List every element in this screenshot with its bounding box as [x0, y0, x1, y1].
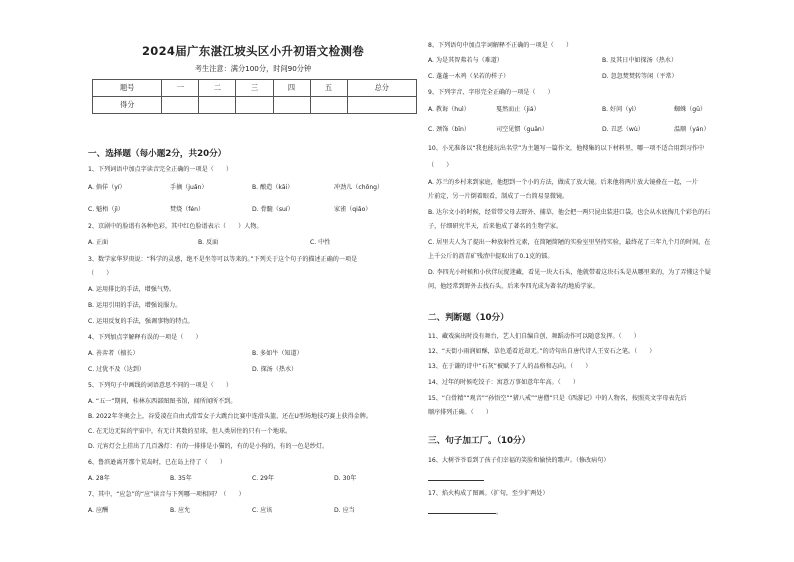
option-text: 问，他经常到野外去找石头，后来李四光成为著名的地质学家。: [428, 283, 599, 290]
question-9: 9、下列字音、字形完全正确的一项是（ ）: [428, 89, 554, 96]
score-cell: 得分: [93, 97, 162, 114]
option[interactable]: B. 多如牛（知道）: [252, 350, 303, 357]
option[interactable]: B. 应允: [170, 507, 191, 514]
question-17: 17、焰火构成了图画。（扩句，至少扩两处）: [428, 490, 549, 497]
option-text[interactable]: D. 李四光小时候和小伙伴玩捉迷藏，看见一块大石头，他就带着这块石头是从哪里来的，为了弄懂这个疑: [428, 269, 711, 276]
option: 焚烧（fén）: [170, 206, 205, 213]
score-cell: 三: [236, 80, 273, 97]
question-13: 13、在于谦的诗中“石灰”被赋予了人的品格和志向。（ ）: [428, 363, 592, 370]
answer-blank[interactable]: 。: [428, 507, 502, 516]
question-12: 12、“天街小雨润如酥，草色遥看近却无。”的诗句出自唐代诗人王安石之笔。（ ）: [428, 348, 656, 355]
option[interactable]: C. 魁梧（jì）: [88, 206, 124, 213]
score-entry-cell[interactable]: [236, 97, 273, 114]
option[interactable]: C. 颈饰（bīn）: [428, 126, 470, 133]
score-table-row: [93, 80, 417, 97]
option[interactable]: B. 运用引用的手法，增强说服力。: [88, 302, 182, 309]
question-3-blank: （ ）: [88, 270, 113, 277]
option[interactable]: D. 骨髓（suí）: [252, 206, 294, 213]
question-14: 14、过年的时候吃饺子：寓意万事如意年年高。（ ）: [428, 379, 579, 386]
section-heading: 三、句子加工厂。（10分）: [428, 436, 531, 446]
score-table: [92, 79, 417, 114]
option[interactable]: A. 教诲（huì）: [428, 106, 470, 113]
question-11: 11、藏戏演出时没有舞台，艺人们自编自创、舞蹈动作可以随意发挥。（ ）: [428, 333, 640, 340]
exam-note: 考生注意：满分100分，时间90分钟: [194, 64, 312, 73]
option: 戛然而止（jiá）: [496, 106, 540, 113]
option[interactable]: A. 应酬: [88, 507, 109, 514]
option[interactable]: C. 应该: [252, 507, 273, 514]
option[interactable]: A. 善弈者（擅长）: [88, 350, 139, 357]
option[interactable]: A. 28年: [88, 475, 110, 482]
score-table-row: [93, 97, 417, 114]
question-1: 1、下列词语中加点字读音完全正确的一项是（ ）: [88, 166, 233, 173]
question-16: 16、大树爷爷看到了孩子们幸福的笑脸和愉快的歌声。（修改病句）: [428, 457, 610, 464]
question-3: 3、数学家华罗庚说：“科学的灵感，绝不是坐等可以等来的。”下列关于这个句子的描述正确的一项是: [88, 256, 358, 263]
option[interactable]: B. 好问（yì）: [602, 106, 640, 113]
option[interactable]: C. 29年: [252, 475, 274, 482]
question-7: 7、其中，“应急”的“应”读音与下列哪一项相同？（ ）: [88, 491, 245, 498]
option-text[interactable]: A. 苏兰的乡村来到家庭，他想到一个小的方法，做成了放大镜。后来他将两片放大镜叠在一起，一片: [428, 179, 698, 186]
question-15: 15、“白骨精”“观音”“孙悟空”“猪八戒”“唐僧”只是《西游记》中的人物名，按照英文字母表先后: [428, 395, 687, 402]
option[interactable]: C. 过犹不及（达到）: [88, 366, 145, 373]
question-5: 5、下列句子中画线的词语意思不同的一项是（ ）: [88, 382, 233, 389]
option[interactable]: D. 探汤（热水）: [252, 366, 298, 373]
option: 冲劲儿（chōng）: [334, 184, 384, 191]
option[interactable]: A. 运用排比的手法，增强气势。: [88, 286, 176, 293]
option[interactable]: B. 35年: [170, 475, 192, 482]
option: 温顺（yán）: [674, 126, 710, 133]
option: 家雀（qiǎo）: [334, 206, 372, 213]
question-2: 2、京剧中的脸谱有各种色彩，其中红色脸谱表示（ ）人物。: [88, 223, 263, 230]
option[interactable]: C. 在无边无际的宇宙中，有无计其数的星球，但人类居住的只有一个地球。: [88, 428, 292, 435]
option[interactable]: C. 运用反复的手法，强调事物的特点。: [88, 318, 194, 325]
question-15-cont: 顺序排列正确。（ ）: [428, 409, 492, 416]
question-10: 10、小光准备以“我也能玩出名堂”为主题写一篇作文，他搜集的以下材料里，哪一项不适合用到习作中: [428, 145, 705, 152]
option: 司空见惯（guān）: [496, 126, 548, 133]
question-10-blank: （ ）: [428, 162, 453, 169]
question-8: 8、下列语句中加点字词解释不正确的一项是（ ）: [428, 42, 573, 49]
score-cell: 五: [310, 80, 347, 97]
score-cell: 总分: [347, 80, 416, 97]
option: 蜘蛛（gū）: [674, 106, 707, 113]
section-heading: 一、选择题（每小题2分，共20分）: [88, 149, 227, 159]
option-text[interactable]: B. 达尔文小的时候，经常带父母去野外、捕草，他会把一两只昆虫装进口袋，也会从水底掏几个彩色的石: [428, 209, 711, 216]
score-cell: 题号: [93, 80, 162, 97]
exam-title: 2024届广东湛江坡头区小升初语文检测卷: [141, 44, 364, 58]
option[interactable]: A. “五一”期间，桂林东西部图图书馆，闻所闻所不到。: [88, 398, 237, 405]
score-entry-cell[interactable]: [347, 97, 416, 114]
score-cell: 四: [273, 80, 310, 97]
question-4: 4、下列加点字解释有误的一项是（ ）: [88, 334, 202, 341]
score-entry-cell[interactable]: [199, 97, 236, 114]
section-heading: 二、判断题（10分）: [428, 313, 509, 323]
option[interactable]: D. 元宵灯会上挂出了几百盏灯：有的一排排是小猫的，有的是小狗的，有的一色是纱灯。: [88, 443, 329, 450]
option[interactable]: D. 应当: [334, 507, 355, 514]
answer-blank[interactable]: [428, 474, 484, 483]
option-text: 子，仔细研究半天，后来他成了著名的生物学家。: [428, 223, 563, 230]
option-text: 片前定，另一片倒着眼看，制成了一台简易显微镜。: [428, 193, 569, 200]
option[interactable]: D. 丑恶（wù）: [602, 126, 644, 133]
option[interactable]: B. 反面: [198, 239, 219, 246]
option[interactable]: B. 及其日中如探汤（热水）: [602, 57, 678, 64]
option-text[interactable]: C. 居里夫人为了提出一种放射性元素，在简陋简陋的实验室里坚持实验，最终花了三年九个月的时间，在: [428, 239, 711, 246]
option[interactable]: C. 蓬蓬一木鸡（呆若的样子）: [428, 73, 510, 80]
option[interactable]: B. 酿造（kāi）: [252, 184, 294, 191]
score-cell: 二: [199, 80, 236, 97]
option[interactable]: A. 为是其智弗若与（难道）: [428, 57, 503, 64]
option[interactable]: D. 30年: [334, 475, 357, 482]
option[interactable]: D. 忽忽焚焚转等闲（平常）: [602, 73, 678, 80]
option[interactable]: B. 2022年冬奥会上，谷爱凌在自由式滑雪女子大跳台比赛中连滑头篮，还在U型场地技巧赛上获得金牌。: [88, 413, 372, 420]
option[interactable]: A. 正面: [88, 239, 109, 246]
option[interactable]: A. 倘佯（yí）: [88, 184, 126, 191]
option-text: 上千公斤的沥青矿残渣中提取出了0.1克的镭。: [428, 253, 554, 260]
score-entry-cell[interactable]: [273, 97, 310, 114]
score-cell: 一: [162, 80, 199, 97]
question-6: 6、鲁滨逊离开那个荒岛时，已在岛上待了（ ）: [88, 459, 226, 466]
option: 手摘（juǎn）: [170, 184, 208, 191]
score-entry-cell[interactable]: [162, 97, 199, 114]
score-entry-cell[interactable]: [310, 97, 347, 114]
option[interactable]: C. 中性: [310, 239, 331, 246]
